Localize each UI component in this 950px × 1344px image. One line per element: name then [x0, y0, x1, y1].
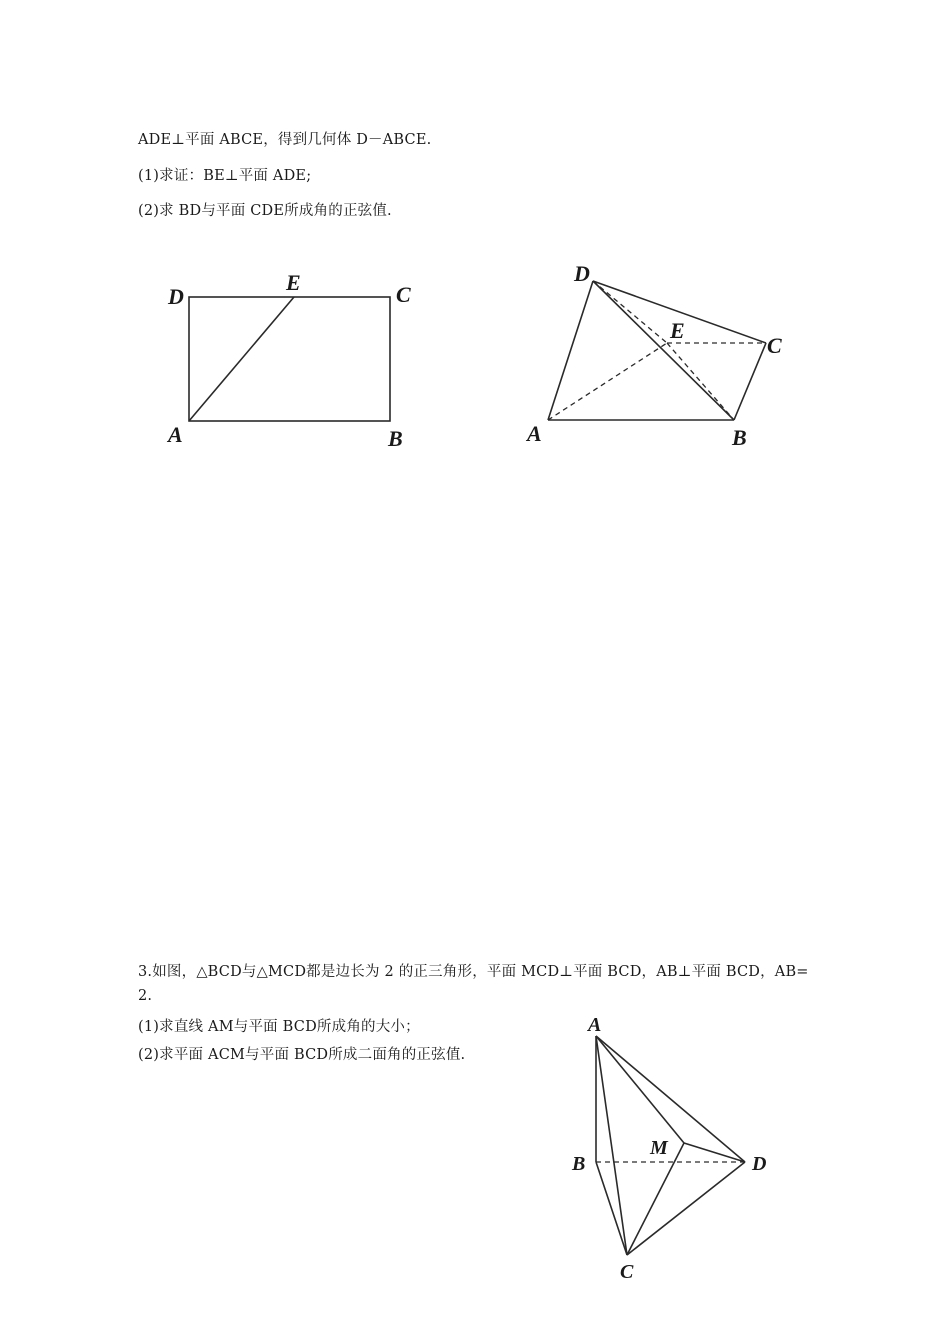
label-d: D [752, 1153, 767, 1175]
label-b: B [732, 425, 747, 450]
label-e: E [670, 318, 685, 343]
rectangle-abcd [189, 297, 390, 421]
problem3-stem: 3.如图，△BCD与△MCD都是边长为 2 的正三角形，平面 MCD⊥平面 BCD，AB⊥平面 BCD，AB= [138, 964, 809, 980]
label-b: B [388, 426, 403, 451]
figure-tetrahedron-abcd [565, 1005, 785, 1290]
label-m: M [650, 1137, 668, 1159]
label-d: D [574, 261, 590, 286]
problem2-intro: ADE⊥平面 ABCE，得到几何体 D－ABCE. [138, 132, 432, 148]
label-a: A [168, 422, 183, 447]
label-a: A [588, 1014, 602, 1036]
figure-solid-d-abce [520, 255, 800, 455]
problem2-question-2: (2)求 BD与平面 CDE所成角的正弦值. [138, 203, 392, 219]
edge-eb-hidden [667, 343, 734, 420]
segment-ae [189, 297, 294, 421]
label-d: D [168, 284, 184, 309]
label-a: A [527, 421, 542, 446]
edge-cd [627, 1162, 745, 1255]
edge-da [548, 281, 593, 420]
label-c: C [620, 1261, 634, 1283]
edge-de-hidden [593, 281, 667, 343]
edge-cm [627, 1143, 684, 1255]
problem2-question-1: (1)求证：BE⊥平面 ADE; [138, 168, 312, 184]
edge-ad [596, 1036, 745, 1162]
edge-db [593, 281, 734, 420]
edge-bc [734, 343, 766, 420]
figure-rectangle-abcd [160, 260, 430, 460]
edge-bc [596, 1162, 627, 1255]
label-e: E [286, 270, 301, 295]
label-c: C [396, 282, 411, 307]
problem3-question-2: (2)求平面 ACM与平面 BCD所成二面角的正弦值. [138, 1047, 466, 1063]
problem3-stem-continued: 2. [138, 988, 153, 1004]
problem3-question-1: (1)求直线 AM与平面 BCD所成角的大小； [138, 1019, 420, 1035]
label-b: B [572, 1153, 586, 1175]
edge-md [684, 1143, 745, 1162]
edge-ae-hidden [548, 343, 667, 420]
label-c: C [767, 333, 782, 358]
